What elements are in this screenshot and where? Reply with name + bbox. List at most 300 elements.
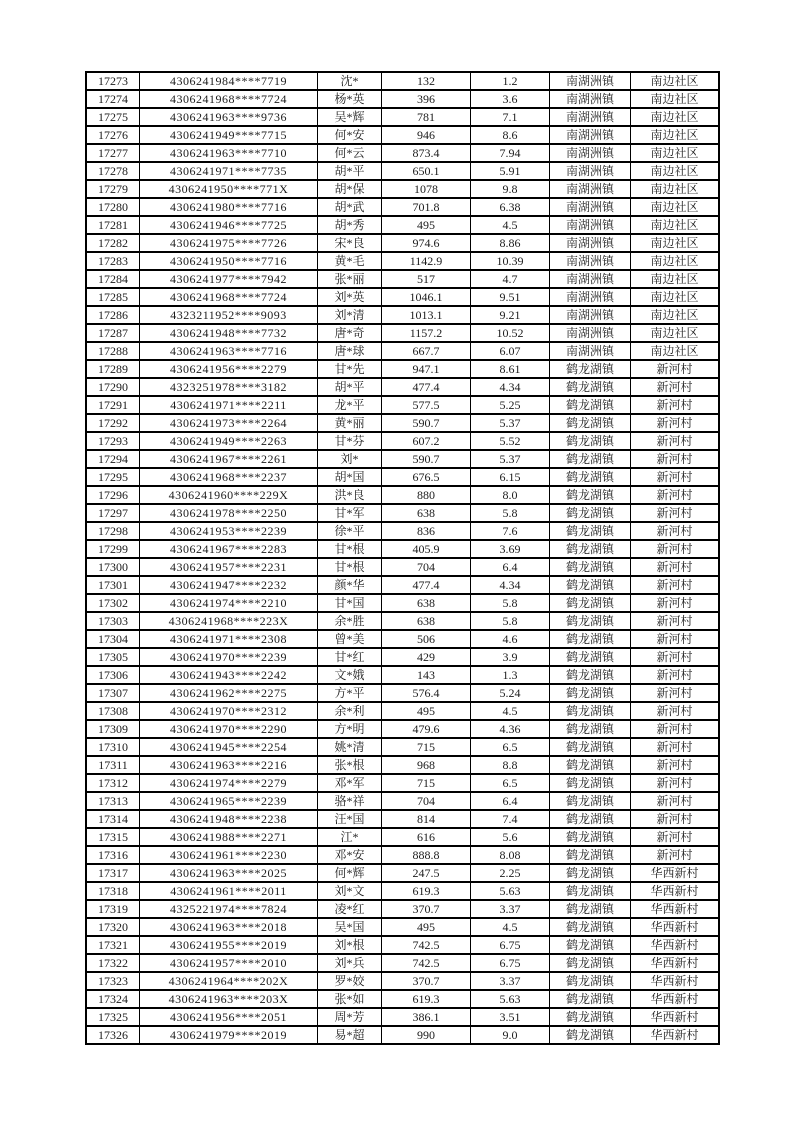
cell-town: 鹤龙湖镇 [550, 396, 631, 414]
table-row [86, 126, 719, 144]
cell-area: 6.5 [471, 774, 550, 792]
cell-id-number: 4306241950****7716 [140, 252, 318, 270]
cell-town: 南湖洲镇 [550, 252, 631, 270]
cell-id-number: 4306241962****2275 [140, 684, 318, 702]
cell-name: 罗*姣 [318, 972, 382, 990]
cell-id-number: 4306241967****2283 [140, 540, 318, 558]
cell-name: 黄*丽 [318, 414, 382, 432]
cell-name: 甘*国 [318, 594, 382, 612]
table-row [86, 198, 719, 216]
cell-id-number: 4306241968****223X [140, 612, 318, 630]
cell-village: 华西新村 [631, 882, 720, 900]
cell-village: 华西新村 [631, 918, 720, 936]
cell-id-number: 4306241943****2242 [140, 666, 318, 684]
cell-serial-number: 17294 [86, 450, 140, 468]
cell-serial-number: 17289 [86, 360, 140, 378]
table-row [86, 540, 719, 558]
cell-id-number: 4306241950****771X [140, 180, 318, 198]
cell-village: 新河村 [631, 612, 720, 630]
cell-name: 胡*秀 [318, 216, 382, 234]
cell-village: 新河村 [631, 828, 720, 846]
cell-id-number: 4306241963****9736 [140, 108, 318, 126]
cell-name: 曾*美 [318, 630, 382, 648]
cell-serial-number: 17283 [86, 252, 140, 270]
cell-town: 鹤龙湖镇 [550, 360, 631, 378]
table-row [86, 882, 719, 900]
table-row [86, 108, 719, 126]
cell-town: 南湖洲镇 [550, 288, 631, 306]
cell-serial-number: 17323 [86, 972, 140, 990]
cell-id-number: 4306241984****7719 [140, 72, 318, 90]
cell-serial-number: 17304 [86, 630, 140, 648]
cell-id-number: 4306241949****7715 [140, 126, 318, 144]
cell-name: 甘*军 [318, 504, 382, 522]
cell-village: 华西新村 [631, 990, 720, 1008]
cell-area: 3.6 [471, 90, 550, 108]
cell-id-number: 4306241948****7732 [140, 324, 318, 342]
cell-id-number: 4306241947****2232 [140, 576, 318, 594]
cell-area: 4.5 [471, 702, 550, 720]
cell-village: 南边社区 [631, 72, 720, 90]
cell-id-number: 4323251978****3182 [140, 378, 318, 396]
cell-name: 刘*根 [318, 936, 382, 954]
table-row [86, 432, 719, 450]
cell-serial-number: 17279 [86, 180, 140, 198]
cell-id-number: 4306241957****2231 [140, 558, 318, 576]
cell-area: 6.75 [471, 954, 550, 972]
cell-village: 南边社区 [631, 252, 720, 270]
cell-town: 鹤龙湖镇 [550, 522, 631, 540]
cell-amount: 495 [382, 216, 471, 234]
table-row [86, 792, 719, 810]
cell-serial-number: 17295 [86, 468, 140, 486]
table-row [86, 666, 719, 684]
cell-town: 南湖洲镇 [550, 270, 631, 288]
cell-village: 新河村 [631, 576, 720, 594]
cell-amount: 590.7 [382, 450, 471, 468]
cell-town: 南湖洲镇 [550, 90, 631, 108]
cell-town: 鹤龙湖镇 [550, 630, 631, 648]
cell-serial-number: 17303 [86, 612, 140, 630]
cell-village: 南边社区 [631, 108, 720, 126]
cell-id-number: 4306241965****2239 [140, 792, 318, 810]
table-row [86, 378, 719, 396]
cell-amount: 477.4 [382, 576, 471, 594]
table-row [86, 324, 719, 342]
cell-serial-number: 17318 [86, 882, 140, 900]
cell-serial-number: 17309 [86, 720, 140, 738]
cell-serial-number: 17288 [86, 342, 140, 360]
cell-serial-number: 17301 [86, 576, 140, 594]
cell-name: 江* [318, 828, 382, 846]
cell-village: 新河村 [631, 720, 720, 738]
cell-amount: 506 [382, 630, 471, 648]
cell-name: 周*芳 [318, 1008, 382, 1026]
cell-town: 鹤龙湖镇 [550, 882, 631, 900]
cell-serial-number: 17287 [86, 324, 140, 342]
cell-name: 何*安 [318, 126, 382, 144]
cell-serial-number: 17317 [86, 864, 140, 882]
cell-area: 5.63 [471, 882, 550, 900]
cell-name: 邓*安 [318, 846, 382, 864]
cell-serial-number: 17314 [86, 810, 140, 828]
cell-serial-number: 17275 [86, 108, 140, 126]
cell-area: 6.5 [471, 738, 550, 756]
cell-area: 3.37 [471, 900, 550, 918]
cell-town: 鹤龙湖镇 [550, 900, 631, 918]
cell-area: 8.61 [471, 360, 550, 378]
cell-area: 4.5 [471, 918, 550, 936]
cell-village: 南边社区 [631, 162, 720, 180]
cell-amount: 132 [382, 72, 471, 90]
cell-id-number: 4306241949****2263 [140, 432, 318, 450]
table-row [86, 594, 719, 612]
cell-serial-number: 17300 [86, 558, 140, 576]
table-row [86, 1008, 719, 1026]
cell-area: 4.7 [471, 270, 550, 288]
cell-area: 3.37 [471, 972, 550, 990]
cell-amount: 577.5 [382, 396, 471, 414]
cell-id-number: 4325221974****7824 [140, 900, 318, 918]
cell-name: 何*辉 [318, 864, 382, 882]
cell-village: 新河村 [631, 630, 720, 648]
cell-name: 唐*奇 [318, 324, 382, 342]
cell-amount: 1142.9 [382, 252, 471, 270]
table-row [86, 360, 719, 378]
cell-serial-number: 17290 [86, 378, 140, 396]
cell-amount: 247.5 [382, 864, 471, 882]
cell-town: 鹤龙湖镇 [550, 486, 631, 504]
cell-name: 刘*英 [318, 288, 382, 306]
cell-town: 鹤龙湖镇 [550, 828, 631, 846]
table-row [86, 684, 719, 702]
cell-area: 7.1 [471, 108, 550, 126]
cell-id-number: 4306241977****7942 [140, 270, 318, 288]
records-table-body [86, 72, 719, 1044]
cell-serial-number: 17313 [86, 792, 140, 810]
cell-amount: 650.1 [382, 162, 471, 180]
cell-village: 华西新村 [631, 972, 720, 990]
cell-village: 南边社区 [631, 234, 720, 252]
cell-amount: 405.9 [382, 540, 471, 558]
table-row [86, 342, 719, 360]
cell-id-number: 4306241971****2211 [140, 396, 318, 414]
cell-town: 南湖洲镇 [550, 180, 631, 198]
cell-id-number: 4306241946****7725 [140, 216, 318, 234]
cell-serial-number: 17320 [86, 918, 140, 936]
cell-area: 5.52 [471, 432, 550, 450]
cell-id-number: 4306241973****2264 [140, 414, 318, 432]
cell-id-number: 4306241945****2254 [140, 738, 318, 756]
cell-serial-number: 17316 [86, 846, 140, 864]
cell-serial-number: 17319 [86, 900, 140, 918]
cell-id-number: 4306241963****7716 [140, 342, 318, 360]
table-row [86, 828, 719, 846]
cell-serial-number: 17325 [86, 1008, 140, 1026]
table-row [86, 846, 719, 864]
cell-town: 鹤龙湖镇 [550, 684, 631, 702]
cell-area: 5.37 [471, 450, 550, 468]
cell-area: 4.34 [471, 378, 550, 396]
table-row [86, 252, 719, 270]
cell-village: 新河村 [631, 432, 720, 450]
cell-village: 南边社区 [631, 198, 720, 216]
cell-area: 5.8 [471, 594, 550, 612]
cell-name: 甘*先 [318, 360, 382, 378]
cell-name: 宋*良 [318, 234, 382, 252]
cell-area: 9.51 [471, 288, 550, 306]
cell-town: 鹤龙湖镇 [550, 774, 631, 792]
cell-name: 刘*清 [318, 306, 382, 324]
cell-town: 鹤龙湖镇 [550, 432, 631, 450]
cell-town: 鹤龙湖镇 [550, 846, 631, 864]
cell-id-number: 4306241971****2308 [140, 630, 318, 648]
cell-amount: 370.7 [382, 972, 471, 990]
table-row [86, 72, 719, 90]
cell-village: 南边社区 [631, 126, 720, 144]
cell-town: 南湖洲镇 [550, 198, 631, 216]
cell-town: 南湖洲镇 [550, 108, 631, 126]
cell-amount: 396 [382, 90, 471, 108]
cell-id-number: 4306241980****7716 [140, 198, 318, 216]
cell-village: 华西新村 [631, 864, 720, 882]
cell-serial-number: 17276 [86, 126, 140, 144]
cell-name: 胡*国 [318, 468, 382, 486]
cell-serial-number: 17281 [86, 216, 140, 234]
cell-village: 南边社区 [631, 144, 720, 162]
cell-id-number: 4306241957****2010 [140, 954, 318, 972]
cell-id-number: 4306241960****229X [140, 486, 318, 504]
cell-id-number: 4306241971****7735 [140, 162, 318, 180]
cell-town: 南湖洲镇 [550, 324, 631, 342]
cell-serial-number: 17307 [86, 684, 140, 702]
cell-village: 华西新村 [631, 1026, 720, 1044]
records-table [85, 71, 720, 1045]
cell-amount: 667.7 [382, 342, 471, 360]
cell-amount: 990 [382, 1026, 471, 1044]
cell-amount: 888.8 [382, 846, 471, 864]
table-row [86, 810, 719, 828]
cell-area: 10.39 [471, 252, 550, 270]
cell-name: 汪*国 [318, 810, 382, 828]
cell-name: 杨*英 [318, 90, 382, 108]
table-row [86, 774, 719, 792]
cell-id-number: 4306241953****2239 [140, 522, 318, 540]
cell-village: 南边社区 [631, 342, 720, 360]
cell-id-number: 4306241970****2239 [140, 648, 318, 666]
cell-area: 5.37 [471, 414, 550, 432]
cell-area: 5.6 [471, 828, 550, 846]
table-row [86, 972, 719, 990]
cell-town: 鹤龙湖镇 [550, 864, 631, 882]
cell-village: 南边社区 [631, 216, 720, 234]
cell-id-number: 4306241961****2011 [140, 882, 318, 900]
cell-amount: 836 [382, 522, 471, 540]
cell-town: 鹤龙湖镇 [550, 648, 631, 666]
cell-area: 4.6 [471, 630, 550, 648]
cell-serial-number: 17292 [86, 414, 140, 432]
cell-town: 鹤龙湖镇 [550, 504, 631, 522]
cell-town: 鹤龙湖镇 [550, 576, 631, 594]
cell-village: 新河村 [631, 504, 720, 522]
cell-name: 甘*根 [318, 540, 382, 558]
cell-id-number: 4306241961****2230 [140, 846, 318, 864]
cell-area: 4.36 [471, 720, 550, 738]
cell-name: 胡*保 [318, 180, 382, 198]
cell-name: 胡*武 [318, 198, 382, 216]
table-row [86, 954, 719, 972]
table-row [86, 864, 719, 882]
cell-name: 刘*兵 [318, 954, 382, 972]
cell-area: 5.91 [471, 162, 550, 180]
cell-village: 新河村 [631, 738, 720, 756]
cell-name: 胡*平 [318, 162, 382, 180]
cell-name: 张*如 [318, 990, 382, 1008]
cell-id-number: 4306241968****2237 [140, 468, 318, 486]
cell-area: 5.8 [471, 504, 550, 522]
cell-amount: 704 [382, 558, 471, 576]
cell-area: 3.69 [471, 540, 550, 558]
cell-area: 6.4 [471, 792, 550, 810]
cell-serial-number: 17311 [86, 756, 140, 774]
cell-id-number: 4306241963****2018 [140, 918, 318, 936]
cell-name: 洪*良 [318, 486, 382, 504]
cell-serial-number: 17310 [86, 738, 140, 756]
cell-town: 鹤龙湖镇 [550, 972, 631, 990]
cell-area: 6.15 [471, 468, 550, 486]
cell-serial-number: 17305 [86, 648, 140, 666]
cell-amount: 479.6 [382, 720, 471, 738]
table-row [86, 612, 719, 630]
cell-town: 南湖洲镇 [550, 234, 631, 252]
cell-name: 骆*祥 [318, 792, 382, 810]
cell-name: 徐*平 [318, 522, 382, 540]
cell-serial-number: 17284 [86, 270, 140, 288]
cell-amount: 873.4 [382, 144, 471, 162]
table-row [86, 630, 719, 648]
table-row [86, 90, 719, 108]
cell-amount: 638 [382, 504, 471, 522]
cell-village: 新河村 [631, 666, 720, 684]
cell-amount: 947.1 [382, 360, 471, 378]
cell-amount: 495 [382, 918, 471, 936]
cell-village: 新河村 [631, 522, 720, 540]
cell-village: 南边社区 [631, 288, 720, 306]
cell-amount: 576.4 [382, 684, 471, 702]
cell-area: 1.3 [471, 666, 550, 684]
cell-town: 鹤龙湖镇 [550, 468, 631, 486]
cell-serial-number: 17282 [86, 234, 140, 252]
cell-amount: 880 [382, 486, 471, 504]
cell-town: 南湖洲镇 [550, 216, 631, 234]
cell-village: 新河村 [631, 396, 720, 414]
cell-village: 新河村 [631, 792, 720, 810]
table-row [86, 918, 719, 936]
cell-amount: 590.7 [382, 414, 471, 432]
cell-name: 甘*芬 [318, 432, 382, 450]
cell-town: 鹤龙湖镇 [550, 666, 631, 684]
cell-town: 鹤龙湖镇 [550, 540, 631, 558]
cell-town: 鹤龙湖镇 [550, 756, 631, 774]
table-row [86, 270, 719, 288]
cell-village: 新河村 [631, 702, 720, 720]
cell-amount: 715 [382, 738, 471, 756]
cell-id-number: 4306241963****2216 [140, 756, 318, 774]
cell-village: 新河村 [631, 810, 720, 828]
cell-area: 8.6 [471, 126, 550, 144]
cell-serial-number: 17296 [86, 486, 140, 504]
cell-id-number: 4306241978****2250 [140, 504, 318, 522]
cell-town: 鹤龙湖镇 [550, 558, 631, 576]
table-row [86, 738, 719, 756]
cell-town: 南湖洲镇 [550, 306, 631, 324]
cell-amount: 676.5 [382, 468, 471, 486]
cell-area: 5.8 [471, 612, 550, 630]
cell-village: 新河村 [631, 450, 720, 468]
cell-amount: 946 [382, 126, 471, 144]
cell-amount: 370.7 [382, 900, 471, 918]
cell-amount: 386.1 [382, 1008, 471, 1026]
table-row [86, 558, 719, 576]
cell-town: 鹤龙湖镇 [550, 918, 631, 936]
cell-area: 6.07 [471, 342, 550, 360]
cell-area: 7.94 [471, 144, 550, 162]
table-row [86, 702, 719, 720]
cell-area: 2.25 [471, 864, 550, 882]
cell-area: 7.6 [471, 522, 550, 540]
cell-amount: 477.4 [382, 378, 471, 396]
cell-town: 鹤龙湖镇 [550, 792, 631, 810]
cell-village: 南边社区 [631, 90, 720, 108]
table-row [86, 576, 719, 594]
cell-serial-number: 17273 [86, 72, 140, 90]
table-row [86, 990, 719, 1008]
cell-amount: 701.8 [382, 198, 471, 216]
cell-amount: 1046.1 [382, 288, 471, 306]
cell-id-number: 4306241970****2290 [140, 720, 318, 738]
cell-id-number: 4306241974****2279 [140, 774, 318, 792]
table-row [86, 414, 719, 432]
cell-id-number: 4306241948****2238 [140, 810, 318, 828]
cell-amount: 974.6 [382, 234, 471, 252]
table-row [86, 1026, 719, 1044]
cell-town: 鹤龙湖镇 [550, 594, 631, 612]
cell-village: 新河村 [631, 486, 720, 504]
cell-town: 鹤龙湖镇 [550, 450, 631, 468]
table-row [86, 288, 719, 306]
cell-amount: 517 [382, 270, 471, 288]
cell-village: 新河村 [631, 846, 720, 864]
cell-serial-number: 17280 [86, 198, 140, 216]
cell-village: 新河村 [631, 360, 720, 378]
cell-town: 南湖洲镇 [550, 72, 631, 90]
cell-village: 新河村 [631, 648, 720, 666]
cell-serial-number: 17278 [86, 162, 140, 180]
table-row [86, 180, 719, 198]
cell-id-number: 4306241964****202X [140, 972, 318, 990]
cell-area: 7.4 [471, 810, 550, 828]
cell-town: 鹤龙湖镇 [550, 378, 631, 396]
table-row [86, 216, 719, 234]
cell-amount: 607.2 [382, 432, 471, 450]
cell-area: 4.5 [471, 216, 550, 234]
cell-name: 吴*国 [318, 918, 382, 936]
cell-area: 5.25 [471, 396, 550, 414]
table-row [86, 162, 719, 180]
cell-serial-number: 17299 [86, 540, 140, 558]
cell-town: 鹤龙湖镇 [550, 1008, 631, 1026]
cell-amount: 742.5 [382, 936, 471, 954]
